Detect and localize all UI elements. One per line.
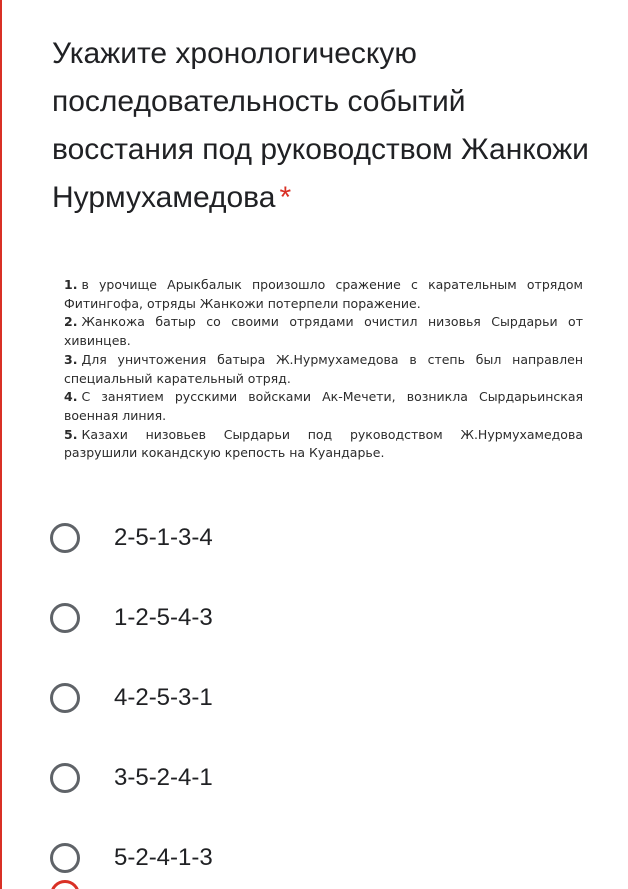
question-title-text: Укажите хронологическую последовательность событий восстания под руководством Жанкожи Нурмухамедова (52, 37, 589, 214)
event-number: 2. (64, 314, 78, 330)
question-image-event-list (64, 276, 583, 463)
option-label[interactable]: 1-2-5-4-3 (114, 604, 213, 631)
radio-button-icon[interactable] (50, 603, 80, 633)
option-5[interactable] (50, 818, 450, 889)
event-item-4 (64, 388, 583, 425)
event-text: С занятием русскими войсками Ак-Мечети, возникла Сырдарьинская военная линия. (64, 389, 583, 423)
event-number: 4. (64, 389, 78, 405)
option-label[interactable]: 3-5-2-4-1 (114, 764, 213, 791)
option-label[interactable]: 4-2-5-3-1 (114, 684, 213, 711)
option-2[interactable] (50, 578, 450, 658)
event-number: 1. (64, 277, 78, 292)
event-item-3 (64, 351, 583, 388)
event-item-5 (64, 426, 583, 463)
radio-button-icon[interactable] (50, 523, 80, 553)
option-label[interactable]: 2-5-1-3-4 (114, 524, 213, 551)
option-label[interactable]: 5-2-4-1-3 (114, 844, 213, 871)
event-text: в урочище Арыкбалык произошло сражение с карательным отрядом Фитингофа, отряды Жанкожи потерпели поражение. (64, 277, 583, 311)
radio-button-icon[interactable] (50, 763, 80, 793)
question-focus-bar (0, 0, 2, 889)
answer-options (50, 498, 450, 889)
event-number: 5. (64, 426, 78, 442)
event-text: Жанкожа батыр со своими отрядами очистил низовья Сырдарьи от хивинцев. (64, 314, 583, 349)
radio-button-icon[interactable] (50, 683, 80, 713)
option-3[interactable] (50, 658, 450, 738)
event-number: 3. (64, 351, 78, 367)
event-item-2 (64, 313, 583, 350)
radio-button-icon[interactable] (50, 843, 80, 873)
event-text: Казахи низовьев Сырдарьи под руководством Ж.Нурмухамедова разрушили кокандскую крепость на Куандарье. (64, 426, 583, 461)
event-text: Для уничтожения батыра Ж.Нурмухамедова в степь был направлен специальный карательный отряд. (64, 351, 583, 386)
option-1[interactable] (50, 498, 450, 578)
event-item-1 (64, 276, 583, 313)
question-title (52, 30, 592, 222)
required-asterisk: * (279, 181, 292, 214)
option-4[interactable] (50, 738, 450, 818)
